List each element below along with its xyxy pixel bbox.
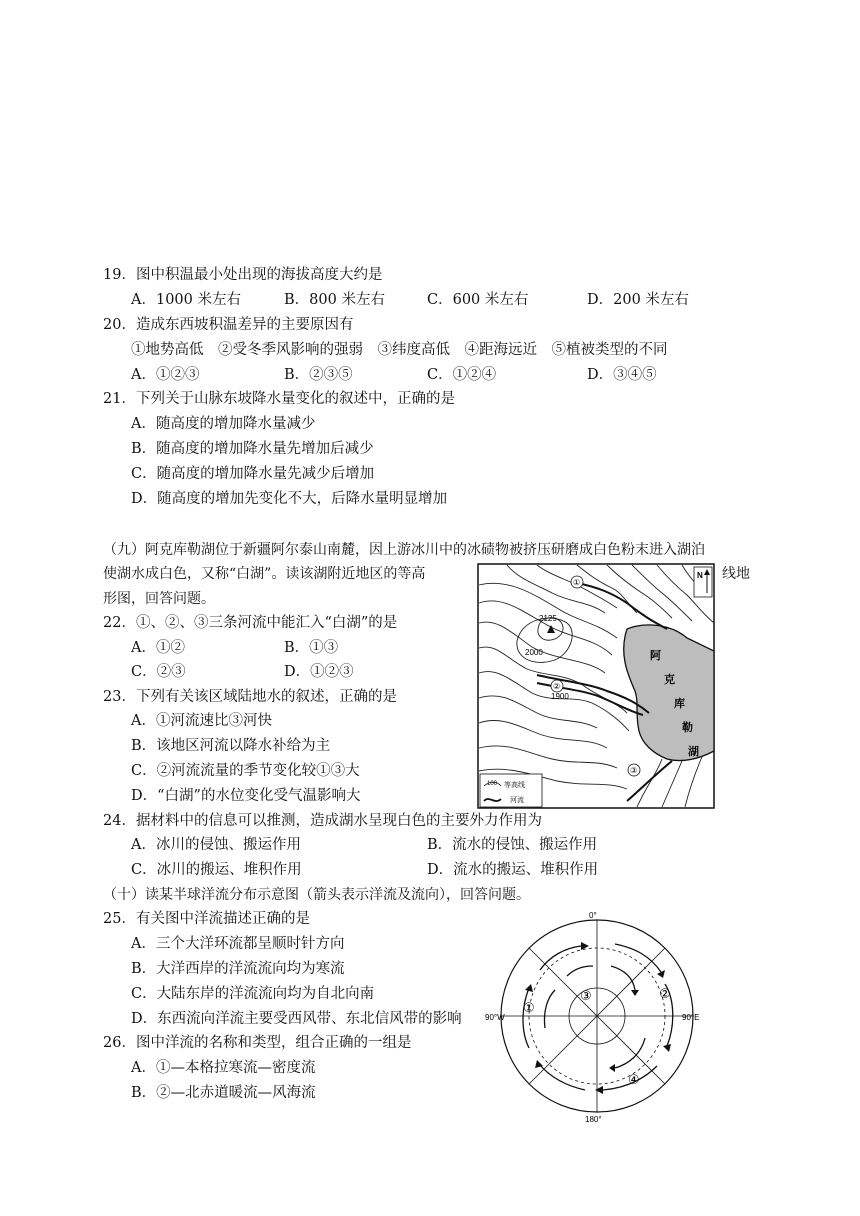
q25-option-c: C．大陆东岸的洋流流向均为自北向南 xyxy=(131,986,375,1002)
q23-option-a: A．①河流速比③河快 xyxy=(131,713,272,729)
q23-stem: 23．下列有关该区域陆地水的叙述，正确的是 xyxy=(103,689,397,705)
q22-option-b: B．①③ xyxy=(284,640,339,656)
q19-stem: 19．图中积温最小处出现的海拔高度大约是 xyxy=(103,267,383,283)
q20-stem: 20．造成东西坡积温差异的主要原因有 xyxy=(103,317,354,333)
q26-stem: 26．图中洋流的名称和类型，组合正确的一组是 xyxy=(103,1035,412,1051)
q24-option-b: B．流水的侵蚀、搬运作用 xyxy=(427,837,598,853)
q19-option-b: B．800 米左右 xyxy=(284,292,385,308)
north-label: N xyxy=(697,571,703,580)
river-2-label: ② xyxy=(553,682,561,691)
q26-option-b: B．②—北赤道暖流—风海流 xyxy=(131,1085,316,1101)
section-9-line-2: 使湖水成白色，又称“白湖”。读该湖附近地区的等高 xyxy=(103,566,426,582)
q21-stem: 21．下列关于山脉东坡降水量变化的叙述中，正确的是 xyxy=(103,391,455,407)
q21-option-b: B．随高度的增加降水量先增加后减少 xyxy=(131,441,374,457)
current-3-label: ③ xyxy=(580,989,592,1004)
q22-option-c: C．②③ xyxy=(131,664,186,680)
q21-option-a: A．随高度的增加降水量减少 xyxy=(131,416,316,432)
svg-text:勒: 勒 xyxy=(682,722,693,734)
q25-option-a: A．三个大洋环流都呈顺时针方向 xyxy=(131,936,345,952)
meridians xyxy=(501,920,693,1112)
label-0-degree: 0° xyxy=(589,911,597,920)
label-180-degree: 180° xyxy=(585,1115,602,1124)
q23-option-d: D．“白湖”的水位变化受气温影响大 xyxy=(131,788,361,804)
peak-elevation: 2125 xyxy=(539,614,557,623)
current-1-label: ① xyxy=(523,1001,535,1016)
current-2-label: ② xyxy=(659,987,671,1002)
q20-option-b: B．②③⑤ xyxy=(284,367,353,383)
legend-contour: 等高线 xyxy=(504,782,525,789)
svg-text:湖: 湖 xyxy=(688,746,699,758)
section-9-line-2-end: 线地 xyxy=(722,566,750,582)
svg-text:库: 库 xyxy=(674,698,685,710)
legend-contour-value: 100 xyxy=(487,781,498,787)
ocean-currents-diagram xyxy=(485,908,710,1124)
q24-option-a: A．冰川的侵蚀、搬运作用 xyxy=(131,837,301,853)
q25-option-b: B．大洋西岸的洋流流向均为寒流 xyxy=(131,961,345,977)
q23-option-c: C．②河流流量的季节变化较①③大 xyxy=(131,763,360,779)
current-4-label: ④ xyxy=(628,1073,640,1088)
svg-text:克: 克 xyxy=(664,674,675,686)
label-90e: 90°E xyxy=(682,1013,700,1022)
contour-1900-label: 1900 xyxy=(551,692,569,701)
q20-items: ①地势高低 ②受冬季风影响的强弱 ③纬度高低 ④距海远近 ⑤植被类型的不同 xyxy=(131,342,668,358)
section-10-line-1: （十）读某半球洋流分布示意图（箭头表示洋流及流向），回答问题。 xyxy=(103,887,530,903)
q20-option-d: D．③④⑤ xyxy=(587,367,657,383)
q20-option-c: C．①②④ xyxy=(427,367,497,383)
contour-map xyxy=(477,563,715,809)
svg-text:阿: 阿 xyxy=(650,650,661,662)
q24-stem: 24．据材料中的信息可以推测，造成湖水呈现白色的主要外力作用为 xyxy=(103,813,542,829)
legend-river: 河流 xyxy=(510,797,524,804)
q19-option-c: C．600 米左右 xyxy=(427,292,529,308)
contour-2000-label: 2000 xyxy=(525,648,543,657)
q22-option-a: A．①② xyxy=(131,640,185,656)
river-3-label: ③ xyxy=(630,766,638,775)
q19-option-a: A．1000 米左右 xyxy=(131,292,241,308)
label-90w: 90°W xyxy=(485,1013,505,1022)
q20-option-a: A．①②③ xyxy=(131,367,200,383)
river-1-label: ① xyxy=(573,578,581,587)
q21-option-c: C．随高度的增加降水量先减少后增加 xyxy=(131,466,375,482)
q24-option-d: D．流水的搬运、堆积作用 xyxy=(427,862,599,878)
q23-option-b: B．该地区河流以降水补给为主 xyxy=(131,738,331,754)
q25-option-d: D．东西流向洋流主要受西风带、东北信风带的影响 xyxy=(131,1011,462,1027)
q24-option-c: C．冰川的搬运、堆积作用 xyxy=(131,862,302,878)
section-9-line-1: （九）阿克库勒湖位于新疆阿尔泰山南麓，因上游冰川中的冰碛物被挤压研磨成白色粉末进入湖泊 xyxy=(103,542,705,558)
q19-option-d: D．200 米左右 xyxy=(587,292,689,308)
q26-option-a: A．①—本格拉寒流—密度流 xyxy=(131,1060,316,1076)
q22-option-d: D．①②③ xyxy=(284,664,354,680)
q25-stem: 25．有关图中洋流描述正确的是 xyxy=(103,911,310,927)
q22-stem: 22．①、②、③三条河流中能汇入“白湖”的是 xyxy=(103,615,398,631)
q21-option-d: D．随高度的增加先变化不大，后降水量明显增加 xyxy=(131,491,448,507)
section-9-line-3: 形图，回答问题。 xyxy=(103,591,215,607)
